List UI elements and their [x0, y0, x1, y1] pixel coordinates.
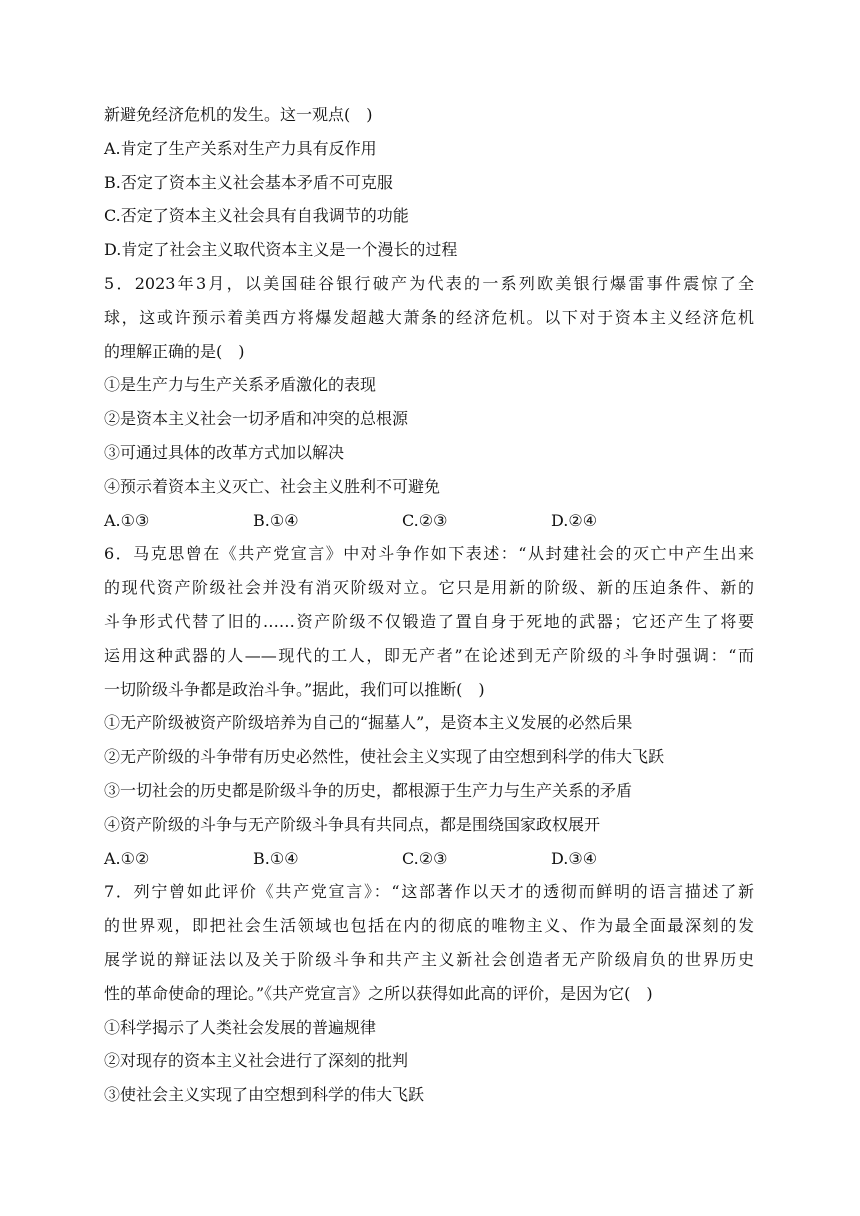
question-6-options	[104, 842, 754, 876]
statement-line: ④资产阶级的斗争与无产阶级斗争具有共同点，都是围绕国家政权展开	[104, 814, 601, 834]
question-5-stem-line: 5．2023年3月，以美国硅谷银行破产为代表的一系列欧美银行爆雷事件震惊了全	[104, 273, 754, 293]
option-d: D.③④	[551, 848, 598, 868]
question-6-stem-line: 斗争形式代替了旧的……资产阶级不仅锻造了置自身于死地的武器；它还产生了将要	[104, 611, 754, 631]
option-c: C.②③	[402, 848, 448, 868]
statement-line: ③使社会主义实现了由空想到科学的伟大飞跃	[104, 1085, 425, 1105]
option-line: A.肯定了生产关系对生产力具有反作用	[104, 138, 377, 158]
question-5-options	[104, 504, 754, 538]
question-6-stem-line: 一切阶级斗争都是政治斗争。”据此，我们可以推断( )	[104, 679, 485, 699]
statement-line: ③一切社会的历史都是阶级斗争的历史，都根源于生产力与生产关系的矛盾	[104, 780, 633, 800]
question-5-stem-line: 球，这或许预示着美西方将爆发超越大萧条的经济危机。以下对于资本主义经济危机	[104, 307, 754, 327]
text-line: 新避免经济危机的发生。这一观点( )	[104, 105, 373, 124]
option-line: C.否定了资本主义社会具有自我调节的功能	[104, 206, 409, 226]
question-6-stem-line: 6．马克思曾在《共产党宣言》中对斗争作如下表述：“从封建社会的灭亡中产生出来	[104, 544, 754, 564]
question-7-stem-line: 展学说的辩证法以及关于阶级斗争和共产主义新社会创造者无产阶级肩负的世界历史	[104, 949, 754, 969]
statement-line: ③可通过具体的改革方式加以解决	[104, 442, 345, 462]
option-d: D.②④	[551, 510, 598, 530]
option-a: A.①③	[104, 510, 150, 530]
option-line: D.肯定了社会主义取代资本主义是一个漫长的过程	[104, 240, 458, 260]
question-6-stem-line: 运用这种武器的人——现代的工人，即无产者”在论述到无产阶级的斗争时强调：“而	[104, 645, 754, 665]
option-c: C.②③	[402, 510, 448, 530]
option-a: A.①②	[104, 848, 150, 868]
statement-line: ②无产阶级的斗争带有历史必然性，使社会主义实现了由空想到科学的伟大飞跃	[104, 747, 665, 767]
statement-line: ②是资本主义社会一切矛盾和冲突的总根源	[104, 409, 409, 429]
option-b: B.①④	[253, 848, 299, 868]
question-6-stem-line: 的现代资产阶级社会并没有消灭阶级对立。它只是用新的阶级、新的压迫条件、新的	[104, 578, 754, 598]
statement-line: ①科学揭示了人类社会发展的普遍规律	[104, 1017, 377, 1037]
option-line: B.否定了资本主义社会基本矛盾不可克服	[104, 172, 393, 192]
question-7-stem-line: 的世界观，即把社会生活领域也包括在内的彻底的唯物主义、作为最全面最深刻的发	[104, 916, 754, 936]
question-7-stem-line: 性的革命使命的理论。”《共产党宣言》之所以获得如此高的评价，是因为它( )	[104, 983, 653, 1003]
option-b: B.①④	[253, 510, 299, 530]
question-text-block	[104, 98, 754, 1112]
statement-line: ①是生产力与生产关系矛盾激化的表现	[104, 375, 377, 395]
statement-line: ②对现存的资本主义社会进行了深刻的批判	[104, 1051, 409, 1071]
question-7-stem-line: 7．列宁曾如此评价《共产党宣言》：“这部著作以天才的透彻而鲜明的语言描述了新	[104, 882, 754, 902]
question-5-stem-line: 的理解正确的是( )	[104, 341, 245, 361]
statement-line: ④预示着资本主义灭亡、社会主义胜利不可避免	[104, 476, 441, 496]
statement-line: ①无产阶级被资产阶级培养为自己的“掘墓人”，是资本主义发展的必然后果	[104, 713, 633, 733]
